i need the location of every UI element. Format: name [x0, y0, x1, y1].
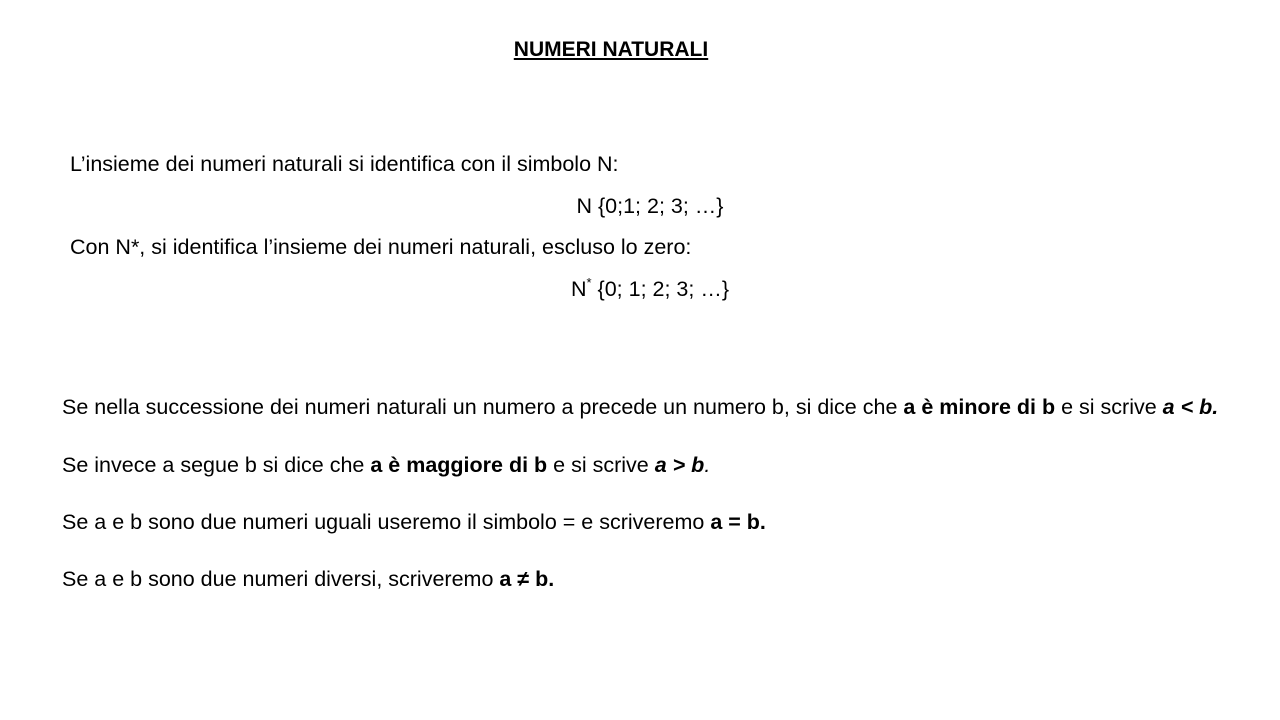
rule-text: e si scrive [547, 453, 655, 477]
rule-expression: a ≠ b. [499, 567, 555, 591]
set-nstar-superscript: * [586, 275, 592, 290]
intro-line-naturals-star: Con N*, si identifica l’insieme dei numeri naturali, escluso lo zero: [70, 235, 692, 259]
page-title: NUMERI NATURALI [513, 38, 709, 61]
rule-less-than [62, 393, 1218, 421]
rule-period: . [704, 453, 711, 477]
rule-expression: a = b. [710, 510, 766, 534]
rule-expression: a < b. [1162, 395, 1219, 419]
rule-expression: a > b [654, 453, 705, 477]
rule-text: e si scrive [1055, 395, 1163, 419]
set-n-notation: N {0;1; 2; 3; …} [576, 194, 724, 218]
rule-text: Se a e b sono due numeri diversi, scriveremo [62, 567, 500, 591]
intro-line-naturals: L’insieme dei numeri naturali si identifica con il simbolo N: [70, 152, 619, 176]
rule-bold-text: a è maggiore di b [370, 453, 548, 477]
rule-bold-text: a è minore di b [903, 395, 1056, 419]
rule-equal [62, 508, 766, 536]
rule-text: Se a e b sono due numeri uguali useremo il simbolo = e scriveremo [62, 510, 711, 534]
rule-greater-than [62, 451, 710, 479]
set-nstar-elements: {0; 1; 2; 3; …} [591, 277, 730, 301]
set-nstar-symbol: N [570, 277, 587, 301]
rule-text: Se invece a segue b si dice che [62, 453, 371, 477]
rule-text: Se nella successione dei numeri naturali un numero a precede un numero b, si dice che [62, 395, 904, 419]
rule-not-equal [62, 565, 554, 593]
set-nstar-notation [0, 275, 1280, 303]
